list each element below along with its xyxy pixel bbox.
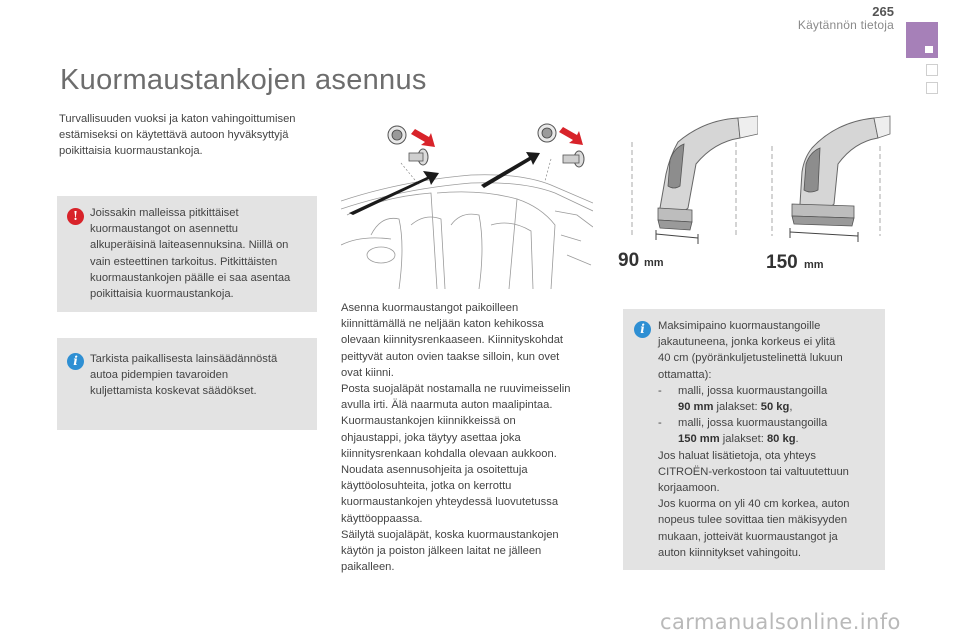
instruction-line: käytön ja poiston jälkeen laitat ne jälleen — [341, 545, 542, 558]
roof-mount-illustration — [341, 115, 593, 289]
legal-line: kuljettamista koskevat säädökset. — [90, 385, 257, 398]
foot-150-value: 150 — [766, 252, 798, 273]
instruction-line: kuormaustankojen yhteydessä luovutetussa — [341, 496, 559, 509]
instruction-line: Asenna kuormaustangot paikoilleen — [341, 302, 519, 314]
legal-line: autoa pidempien tavaroiden — [90, 369, 229, 382]
warning-line: kuormaustangot on asennettu — [90, 223, 239, 236]
page-title: Kuormaustankojen asennus — [60, 64, 427, 96]
spec-label: jalakset: — [719, 433, 767, 446]
list-item-text: malli, jossa kuormaustangoilla — [678, 417, 828, 430]
load-outro-line: auton kiinnitykset vahingoitu. — [658, 546, 802, 559]
foot-90-value: 90 — [618, 250, 640, 271]
instruction-line: käyttöoppaassa. — [341, 512, 423, 525]
foot-150-unit: mm — [804, 259, 824, 271]
load-intro-line: Maksimipaino kuormaustangoille — [658, 320, 821, 332]
warning-line: alkuperäisinä laiteasennuksina. Niillä on — [90, 239, 289, 252]
instruction-line: paikalleen. — [341, 561, 395, 574]
spec-label: jalakset: — [713, 401, 761, 414]
foot-90-unit: mm — [644, 257, 664, 269]
info-icon: i — [634, 321, 651, 338]
intro-line: Turvallisuuden vuoksi ja katon vahingoittumisen — [59, 113, 296, 125]
intro-paragraph — [59, 111, 324, 159]
list-item-text: malli, jossa kuormaustangoilla — [678, 384, 828, 397]
max-weight: 80 kg — [766, 433, 796, 446]
load-outro-line: nopeus tulee sovittaa tien mäkisyyden — [658, 514, 848, 527]
legal-line: Tarkista paikallisesta lainsäädännöstä — [90, 353, 278, 365]
load-outro-line: mukaan, jotteivät kuormaustangot ja — [658, 530, 838, 543]
chapter-tab-mark — [925, 46, 933, 53]
load-intro-line: ottamatta): — [658, 368, 712, 381]
load-info-text — [658, 318, 880, 561]
warning-line: poikittaisia kuormaustankoja. — [90, 288, 234, 301]
list-dash: - — [658, 384, 662, 397]
instruction-line: ovat kiinni. — [341, 366, 394, 379]
load-outro-line: Jos kuorma on yli 40 cm korkea, auton — [658, 498, 850, 511]
list-item-spec — [678, 399, 880, 415]
load-intro-line: jakautuneena, jonka korkeus ei ylitä — [658, 336, 836, 349]
legal-info-text — [90, 351, 312, 400]
instruction-line: Noudata asennusohjeita ja osoitettuja — [341, 464, 528, 477]
load-list-item — [658, 415, 880, 447]
chapter-tab[interactable] — [926, 64, 938, 76]
intro-line: poikittaisia kuormaustankoja. — [59, 145, 203, 157]
max-weight: 50 kg — [760, 401, 790, 414]
list-item-spec — [678, 431, 880, 447]
instruction-line: Posta suojaläpät nostamalla ne ruuvimeisselin — [341, 383, 571, 396]
instruction-line: Kuormaustankojen kiinnikkeissä on — [341, 415, 516, 428]
load-intro-line: 40 cm (pyöränkuljetustelinettä lukuun — [658, 352, 843, 365]
warning-line: Joissakin malleissa pitkittäiset — [90, 207, 239, 219]
roof-cap-left — [388, 126, 435, 165]
page-number: 265 — [872, 4, 894, 19]
list-dash: - — [658, 417, 662, 430]
chapter-tab-active[interactable] — [906, 22, 938, 58]
chapter-tab[interactable] — [926, 82, 938, 94]
instruction-line: peittyvät auton ovien taakse silloin, kun ovet — [341, 350, 560, 363]
foot-size: 150 mm — [678, 433, 720, 446]
rack-foot-150mm-illustration — [762, 112, 892, 278]
warning-line: vain esteettinen tarkoitus. Pitkittäisten — [90, 255, 278, 268]
info-icon: i — [67, 353, 84, 370]
instruction-line: olevaan kiinnitysrenkaaseen. Kiinnityskohdat — [341, 334, 564, 347]
load-outro-line: CITROËN-verkostoon tai valtuutettuun — [658, 465, 849, 478]
intro-line: estämiseksi on käytettävä autoon hyväksyttyjä — [59, 129, 289, 141]
load-outro-line: Jos haluat lisätietoja, ota yhteys — [658, 449, 816, 462]
spec-end: . — [795, 433, 799, 446]
instruction-line: käyttöolosuhteita, jotka on kerrottu — [341, 480, 512, 493]
instruction-line: kiinnitysrenkaan kohdalla olevaan aukkoon. — [341, 447, 557, 460]
watermark: carmanualsonline.info — [660, 610, 901, 634]
legal-info-box — [57, 338, 317, 430]
instruction-line: ohjaustappi, joka täytyy asettaa joka — [341, 431, 521, 444]
load-outro-line: korjaamoon. — [658, 482, 720, 495]
instruction-line: Säilytä suojaläpät, koska kuormaustankojen — [341, 528, 559, 541]
spec-end: , — [789, 401, 793, 414]
instruction-line: avulla irti. Älä naarmuta auton maalipintaa. — [341, 399, 553, 412]
warning-text — [90, 205, 312, 302]
instruction-line: kiinnittämällä ne neljään katon kehikossa — [341, 318, 544, 331]
roof-cap-right — [538, 124, 584, 167]
exclamation-icon: ! — [67, 208, 84, 225]
warning-box — [57, 196, 317, 312]
warning-line: kuormaustankojen päälle ei saa asentaa — [90, 271, 291, 284]
rack-foot-90mm-illustration — [618, 112, 758, 278]
load-info-box — [623, 309, 885, 570]
foot-size: 90 mm — [678, 401, 714, 414]
load-list-item — [658, 383, 880, 415]
section-label: Käytännön tietoja — [797, 18, 894, 32]
installation-instructions — [341, 300, 601, 575]
